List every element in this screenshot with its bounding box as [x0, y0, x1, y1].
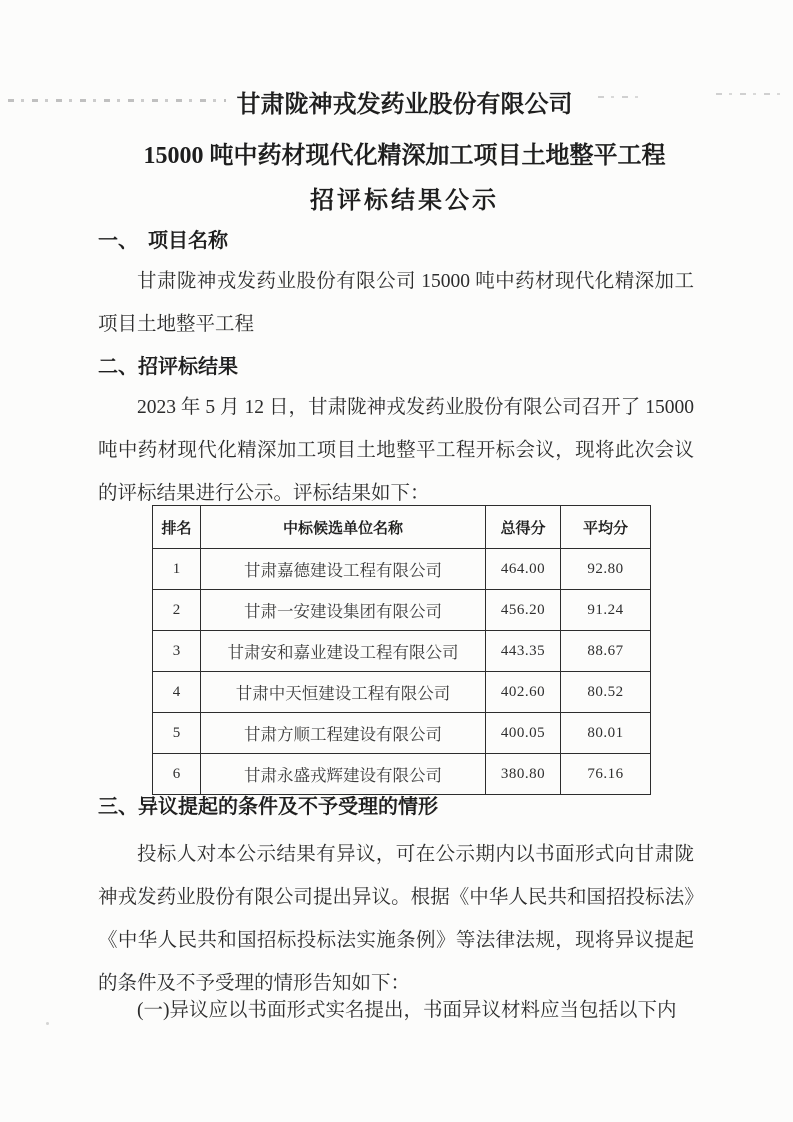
rank-cell: 4 [153, 672, 201, 713]
scan-noise-dot [46, 1022, 49, 1025]
section-1-heading: 一、 项目名称 [98, 230, 228, 252]
header-rank: 排名 [153, 506, 201, 549]
average-score-cell: 80.52 [561, 672, 651, 713]
table-row [153, 590, 651, 631]
total-score-cell: 456.20 [486, 590, 561, 631]
table-row [153, 754, 651, 795]
rank-cell: 3 [153, 631, 201, 672]
document-title-project: 15000 吨中药材现代化精深加工项目土地整平工程 [143, 143, 666, 169]
table-header-row [153, 506, 651, 549]
total-score-cell: 400.05 [486, 713, 561, 754]
section-3-paragraph-1: 投标人对本公示结果有异议，可在公示期内以书面形式向甘肃陇神戎发药业股份有限公司提出异议。根据《中华人民共和国招投标法》《中华人民共和国招标投标法实施条例》等法律法规，现将异议提起的条件及不予受理的情形告知如下： [98, 844, 694, 994]
rank-cell: 6 [153, 754, 201, 795]
company-cell: 甘肃一安建设集团有限公司 [201, 590, 486, 631]
average-score-cell: 76.16 [561, 754, 651, 795]
section-2-heading: 二、招评标结果 [98, 356, 238, 378]
rank-cell: 2 [153, 590, 201, 631]
total-score-cell: 443.35 [486, 631, 561, 672]
header-total-score: 总得分 [486, 506, 561, 549]
rank-cell: 1 [153, 549, 201, 590]
section-1-paragraph: 甘肃陇神戎发药业股份有限公司 15000 吨中药材现代化精深加工项目土地整平工程 [98, 271, 694, 335]
company-cell: 甘肃安和嘉业建设工程有限公司 [201, 631, 486, 672]
total-score-cell: 380.80 [486, 754, 561, 795]
rank-cell: 5 [153, 713, 201, 754]
section-2-paragraph: 2023 年 5 月 12 日，甘肃陇神戎发药业股份有限公司召开了 15000 吨中药材现代化精深加工项目土地整平工程开标会议，现将此次会议的评标结果进行公示。评标结果如下： [98, 397, 694, 504]
average-score-cell: 91.24 [561, 590, 651, 631]
document-title-company: 甘肃陇神戎发药业股份有限公司 [236, 92, 573, 118]
bid-results-table [152, 505, 651, 795]
total-score-cell: 464.00 [486, 549, 561, 590]
document-title-announcement: 招评标结果公示 [310, 188, 499, 214]
section-3-paragraph-2: (一)异议应以书面形式实名提出，书面异议材料应当包括以下内 [137, 1000, 677, 1021]
company-cell: 甘肃永盛戎辉建设有限公司 [201, 754, 486, 795]
table-row [153, 631, 651, 672]
average-score-cell: 88.67 [561, 631, 651, 672]
table-row [153, 549, 651, 590]
total-score-cell: 402.60 [486, 672, 561, 713]
header-average-score: 平均分 [561, 506, 651, 549]
average-score-cell: 80.01 [561, 713, 651, 754]
average-score-cell: 92.80 [561, 549, 651, 590]
header-candidate-name: 中标候选单位名称 [201, 506, 486, 549]
company-cell: 甘肃中天恒建设工程有限公司 [201, 672, 486, 713]
table-row [153, 672, 651, 713]
table-row [153, 713, 651, 754]
company-cell: 甘肃方顺工程建设有限公司 [201, 713, 486, 754]
company-cell: 甘肃嘉德建设工程有限公司 [201, 549, 486, 590]
section-3-heading: 三、异议提起的条件及不予受理的情形 [98, 796, 438, 818]
